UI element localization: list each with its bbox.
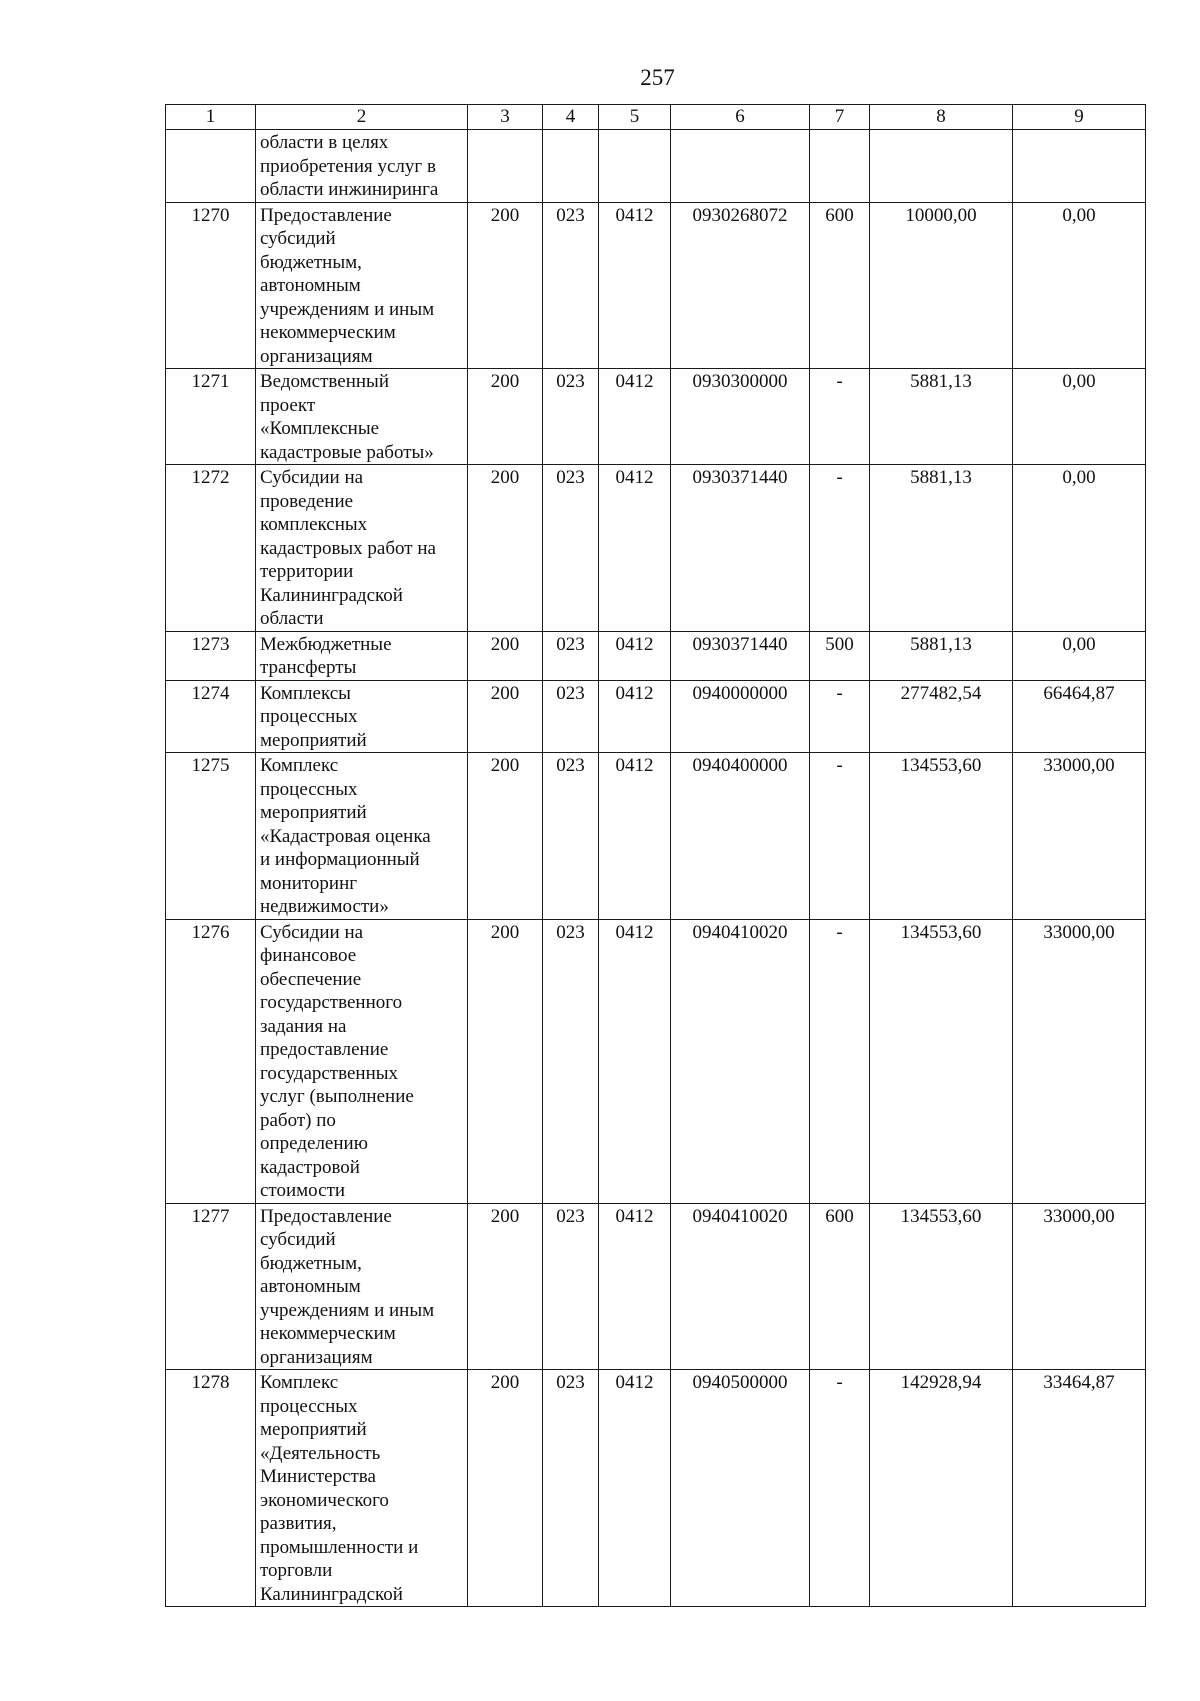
code-3-cell bbox=[468, 130, 543, 203]
code-3-cell: 200 bbox=[468, 1203, 543, 1370]
amount-8-cell: 5881,13 bbox=[870, 369, 1013, 465]
code-3-cell: 200 bbox=[468, 631, 543, 680]
amount-8-cell: 5881,13 bbox=[870, 631, 1013, 680]
budget-table bbox=[165, 104, 1146, 1607]
row-number-cell: 1276 bbox=[166, 919, 256, 1203]
amount-8-cell: 10000,00 bbox=[870, 202, 1013, 369]
header-cell-2: 2 bbox=[256, 105, 468, 130]
page-number: 257 bbox=[640, 65, 675, 90]
code-5-cell: 0412 bbox=[599, 680, 671, 753]
amount-9-cell: 0,00 bbox=[1013, 465, 1146, 632]
code-4-cell: 023 bbox=[543, 465, 599, 632]
code-5-cell: 0412 bbox=[599, 919, 671, 1203]
table-row bbox=[166, 369, 1146, 465]
row-number-cell: 1277 bbox=[166, 1203, 256, 1370]
row-number-cell: 1272 bbox=[166, 465, 256, 632]
table-row bbox=[166, 130, 1146, 203]
row-number-cell: 1275 bbox=[166, 753, 256, 920]
amount-9-cell: 33000,00 bbox=[1013, 919, 1146, 1203]
header-cell-7: 7 bbox=[810, 105, 870, 130]
table-body bbox=[166, 130, 1146, 1607]
header-cell-1: 1 bbox=[166, 105, 256, 130]
table-row bbox=[166, 1203, 1146, 1370]
header-cell-5: 5 bbox=[599, 105, 671, 130]
code-7-cell: 600 bbox=[810, 1203, 870, 1370]
code-3-cell: 200 bbox=[468, 202, 543, 369]
amount-9-cell bbox=[1013, 130, 1146, 203]
header-cell-6: 6 bbox=[671, 105, 810, 130]
code-7-cell: - bbox=[810, 369, 870, 465]
amount-8-cell: 134553,60 bbox=[870, 919, 1013, 1203]
row-name-cell: Субсидии на проведение комплексных кадастровых работ на территории Калининградской области bbox=[256, 465, 468, 632]
code-3-cell: 200 bbox=[468, 753, 543, 920]
row-name-cell: Предоставление субсидий бюджетным, автономным учреждениям и иным некоммерческим организациям bbox=[256, 202, 468, 369]
amount-9-cell: 0,00 bbox=[1013, 631, 1146, 680]
table-row bbox=[166, 202, 1146, 369]
row-name-cell: Комплексы процессных мероприятий bbox=[256, 680, 468, 753]
code-7-cell: - bbox=[810, 919, 870, 1203]
row-number-cell bbox=[166, 130, 256, 203]
code-6-cell: 0940410020 bbox=[671, 1203, 810, 1370]
amount-8-cell bbox=[870, 130, 1013, 203]
code-6-cell: 0930371440 bbox=[671, 631, 810, 680]
code-4-cell: 023 bbox=[543, 631, 599, 680]
code-4-cell: 023 bbox=[543, 753, 599, 920]
code-6-cell: 0940410020 bbox=[671, 919, 810, 1203]
code-7-cell: - bbox=[810, 465, 870, 632]
table-row bbox=[166, 919, 1146, 1203]
row-number-cell: 1271 bbox=[166, 369, 256, 465]
code-3-cell: 200 bbox=[468, 919, 543, 1203]
code-5-cell: 0412 bbox=[599, 369, 671, 465]
row-name-cell: Комплекс процессных мероприятий «Кадастровая оценка и информационный мониторинг недвижимости» bbox=[256, 753, 468, 920]
code-3-cell: 200 bbox=[468, 369, 543, 465]
row-name-cell: Межбюджетные трансферты bbox=[256, 631, 468, 680]
code-4-cell: 023 bbox=[543, 919, 599, 1203]
code-6-cell: 0930300000 bbox=[671, 369, 810, 465]
amount-8-cell: 134553,60 bbox=[870, 1203, 1013, 1370]
code-4-cell: 023 bbox=[543, 680, 599, 753]
amount-8-cell: 277482,54 bbox=[870, 680, 1013, 753]
code-7-cell: - bbox=[810, 1370, 870, 1607]
amount-8-cell: 5881,13 bbox=[870, 465, 1013, 632]
row-name-cell: Предоставление субсидий бюджетным, автономным учреждениям и иным некоммерческим организациям bbox=[256, 1203, 468, 1370]
code-5-cell: 0412 bbox=[599, 1370, 671, 1607]
amount-9-cell: 66464,87 bbox=[1013, 680, 1146, 753]
amount-9-cell: 33464,87 bbox=[1013, 1370, 1146, 1607]
header-cell-3: 3 bbox=[468, 105, 543, 130]
code-4-cell: 023 bbox=[543, 202, 599, 369]
code-5-cell bbox=[599, 130, 671, 203]
code-5-cell: 0412 bbox=[599, 1203, 671, 1370]
row-name-cell: Ведомственный проект «Комплексные кадастровые работы» bbox=[256, 369, 468, 465]
code-5-cell: 0412 bbox=[599, 753, 671, 920]
table-row bbox=[166, 465, 1146, 632]
table-row bbox=[166, 753, 1146, 920]
code-5-cell: 0412 bbox=[599, 465, 671, 632]
code-5-cell: 0412 bbox=[599, 202, 671, 369]
code-3-cell: 200 bbox=[468, 1370, 543, 1607]
table-row bbox=[166, 680, 1146, 753]
code-6-cell: 0940400000 bbox=[671, 753, 810, 920]
row-number-cell: 1274 bbox=[166, 680, 256, 753]
code-6-cell: 0940500000 bbox=[671, 1370, 810, 1607]
code-7-cell: 500 bbox=[810, 631, 870, 680]
header-cell-8: 8 bbox=[870, 105, 1013, 130]
row-number-cell: 1278 bbox=[166, 1370, 256, 1607]
header-cell-9: 9 bbox=[1013, 105, 1146, 130]
code-3-cell: 200 bbox=[468, 465, 543, 632]
code-7-cell bbox=[810, 130, 870, 203]
row-name-cell: области в целях приобретения услуг в области инжиниринга bbox=[256, 130, 468, 203]
row-name-cell: Субсидии на финансовое обеспечение государственного задания на предоставление государственных услуг (выполнение работ) по определению кадастровой стоимости bbox=[256, 919, 468, 1203]
row-number-cell: 1270 bbox=[166, 202, 256, 369]
header-cell-4: 4 bbox=[543, 105, 599, 130]
code-6-cell: 0940000000 bbox=[671, 680, 810, 753]
code-4-cell: 023 bbox=[543, 369, 599, 465]
row-number-cell: 1273 bbox=[166, 631, 256, 680]
code-4-cell: 023 bbox=[543, 1203, 599, 1370]
code-7-cell: - bbox=[810, 753, 870, 920]
amount-9-cell: 0,00 bbox=[1013, 369, 1146, 465]
row-name-cell: Комплекс процессных мероприятий «Деятельность Министерства экономического развития, промышленности и торговли Калининградской bbox=[256, 1370, 468, 1607]
code-6-cell: 0930268072 bbox=[671, 202, 810, 369]
code-7-cell: 600 bbox=[810, 202, 870, 369]
code-3-cell: 200 bbox=[468, 680, 543, 753]
code-7-cell: - bbox=[810, 680, 870, 753]
code-5-cell: 0412 bbox=[599, 631, 671, 680]
amount-9-cell: 0,00 bbox=[1013, 202, 1146, 369]
table-row bbox=[166, 1370, 1146, 1607]
code-6-cell bbox=[671, 130, 810, 203]
amount-9-cell: 33000,00 bbox=[1013, 753, 1146, 920]
amount-9-cell: 33000,00 bbox=[1013, 1203, 1146, 1370]
table-row bbox=[166, 631, 1146, 680]
code-4-cell: 023 bbox=[543, 1370, 599, 1607]
code-6-cell: 0930371440 bbox=[671, 465, 810, 632]
amount-8-cell: 142928,94 bbox=[870, 1370, 1013, 1607]
amount-8-cell: 134553,60 bbox=[870, 753, 1013, 920]
header-row bbox=[166, 105, 1146, 130]
code-4-cell bbox=[543, 130, 599, 203]
